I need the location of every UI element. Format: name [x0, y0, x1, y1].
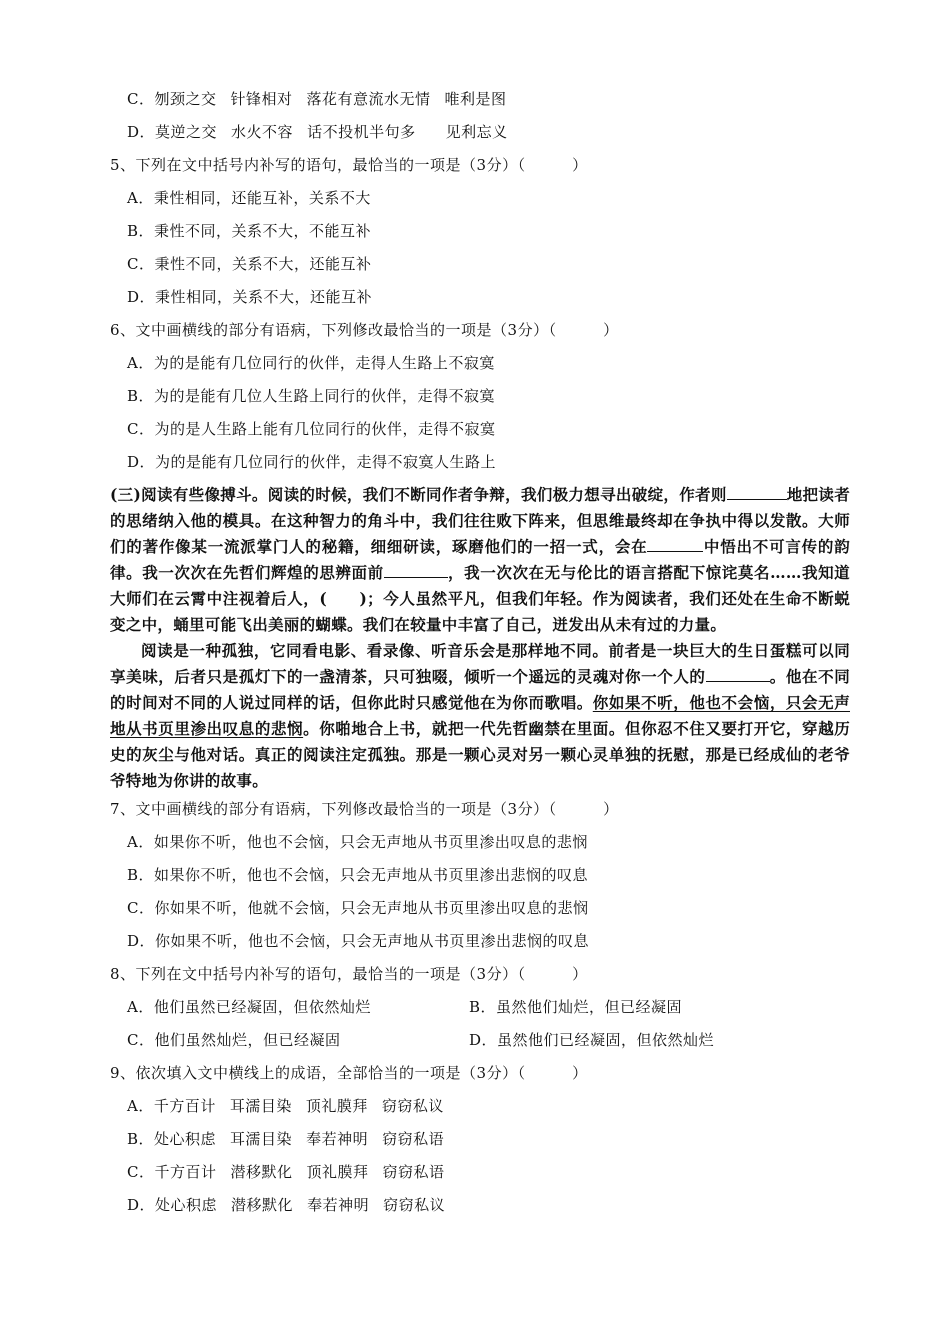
question-6-stem: 6、文中画横线的部分有语病，下列修改最恰当的一项是（3分）（ ）	[110, 321, 619, 339]
option-item: 莫逆之交	[155, 123, 218, 141]
option-item: 话不投机半句多	[307, 123, 416, 141]
question-8-option-d: D．虽然他们已经凝固，但依然灿烂	[469, 1031, 715, 1049]
fill-blank-4	[706, 666, 770, 682]
option-item: 窃窃私语	[382, 1163, 445, 1181]
option-letter: C．	[127, 90, 155, 108]
option-item: 刎颈之交	[154, 90, 217, 108]
fill-blank-2	[647, 536, 703, 552]
question-9-option-b	[127, 1129, 444, 1149]
question-7-option-d: D．你如果不听，他也不会恼，只会无声地从书页里渗出悲悯的叹息	[127, 932, 590, 950]
passage-text: 中悟出不可言传的韵律。我一次次在先哲们辉煌的思辨面前	[110, 537, 851, 582]
option-item: 窃窃私议	[383, 1196, 446, 1214]
underlined-sentence: 你如果不听，他也不会恼，只会无声地从书页里渗出叹息的悲悯	[110, 693, 850, 738]
question-9-option-d	[127, 1195, 445, 1215]
passage-paragraph-1	[110, 482, 850, 638]
option-item: 处心积虑	[155, 1196, 218, 1214]
option-item: 见利忘义	[445, 123, 508, 141]
option-letter: D．	[127, 1196, 156, 1214]
question-9-stem: 9、依次填入文中横线上的成语，全部恰当的一项是（3分）（ ）	[110, 1064, 588, 1082]
question-6-option-b: B．为的是能有几位人生路上同行的伙伴，走得不寂寞	[127, 387, 496, 405]
question-5-stem: 5、下列在文中括号内补写的语句，最恰当的一项是（3分）（ ）	[110, 156, 588, 174]
option-item: 针锋相对	[230, 90, 293, 108]
reading-passage	[110, 482, 850, 794]
option-item: 顶礼膜拜	[306, 1163, 369, 1181]
question-7-option-a: A．如果你不听，他也不会恼，只会无声地从书页里渗出叹息的悲悯	[127, 833, 588, 851]
question-5-option-c: C．秉性不同，关系不大，还能互补	[127, 255, 372, 273]
option-letter: A．	[127, 1097, 154, 1115]
question-7-stem: 7、文中画横线的部分有语病，下列修改最恰当的一项是（3分）（ ）	[110, 800, 619, 818]
option-item: 奉若神明	[306, 1130, 369, 1148]
option-item: 处心积虑	[154, 1130, 217, 1148]
option-item: 耳濡目染	[230, 1130, 293, 1148]
option-item: 千方百计	[154, 1163, 217, 1181]
question-8-option-a: A．他们虽然已经凝固，但依然灿烂	[127, 998, 371, 1016]
option-item: 潜移默化	[230, 1163, 293, 1181]
option-item: 唯利是图	[444, 90, 507, 108]
option-item: 顶礼膜拜	[305, 1097, 368, 1115]
option-item: 千方百计	[153, 1097, 216, 1115]
passage-text: 。你啪地合上书，就把一代先哲幽禁在里面。但你忍不住又要打开它，穿越历史的灰尘与他对话。真正的阅读注定孤独。那是一颗心灵对另一颗心灵单独的抚慰，那是已经成仙的老爷爷特地为你讲的故事。	[110, 719, 850, 790]
passage-text: 。他在不同的时间对不同的人说过同样的话，但你此时只感觉他在为你而歌唱。	[110, 667, 850, 712]
question-6-option-d: D．为的是能有几位同行的伙伴，走得不寂寞人生路上	[127, 453, 497, 471]
option-item: 潜移默化	[231, 1196, 294, 1214]
passage-paragraph-2	[110, 638, 850, 794]
fill-blank-1	[727, 484, 787, 500]
option-item: 水火不容	[231, 123, 294, 141]
option-item: 奉若神明	[307, 1196, 370, 1214]
option-item: 耳濡目染	[229, 1097, 292, 1115]
question-5-option-a: A．秉性相同，还能互补，关系不大	[127, 189, 371, 207]
option-letter: B．	[127, 1130, 155, 1148]
option-letter: D．	[127, 123, 156, 141]
question-8-stem: 8、下列在文中括号内补写的语句，最恰当的一项是（3分）（ ）	[110, 965, 588, 983]
question-9-option-a	[127, 1096, 444, 1116]
option-item: 窃窃私语	[382, 1130, 445, 1148]
option-item: 窃窃私议	[381, 1097, 444, 1115]
option-d-idioms	[127, 122, 508, 142]
question-6-option-a: A．为的是能有几位同行的伙伴，走得人生路上不寂寞	[127, 354, 495, 372]
question-5-option-d: D．秉性相同，关系不大，还能互补	[127, 288, 373, 306]
question-5-option-b: B．秉性不同，关系不大，不能互补	[127, 222, 372, 240]
question-8-option-b: B．虽然他们灿烂，但已经凝固	[469, 998, 683, 1016]
question-8-option-c: C．他们虽然灿烂，但已经凝固	[127, 1031, 341, 1049]
option-c-idioms	[127, 89, 507, 109]
passage-text: 地把读者的思绪纳入他的模具。在这种智力的角斗中，我们往往败下阵来，但思维最终却在争执中得以发散。大师们的著作像某一流派掌门人的秘籍，细细研读，琢磨他们的一招一式，会在	[110, 485, 851, 556]
question-7-option-c: C．你如果不听，他就不会恼，只会无声地从书页里渗出叹息的悲悯	[127, 899, 589, 917]
option-item: 落花有意流水无情	[306, 90, 431, 108]
option-letter: C．	[127, 1163, 155, 1181]
fill-blank-3	[384, 562, 448, 578]
question-6-option-c: C．为的是人生路上能有几位同行的伙伴，走得不寂寞	[127, 420, 496, 438]
passage-text: 阅读是一种孤独，它同看电影、看录像、听音乐会是那样地不同。前者是一块巨大的生日蛋糕可以同享美味，后者只是孤灯下的一盏清茶，只可独啜，倾听一个遥远的灵魂对你一个人的	[110, 641, 850, 686]
passage-text: (三)阅读有些像搏斗。阅读的时候，我们不断同作者争辩，我们极力想寻出破绽，作者则	[110, 485, 727, 504]
question-9-option-c	[127, 1162, 445, 1182]
question-7-option-b: B．如果你不听，他也不会恼，只会无声地从书页里渗出悲悯的叹息	[127, 866, 589, 884]
passage-text: ，我一次次在无与伦比的语言搭配下惊诧莫名……我知道大师们在云霄中注视着后人，( )；今人虽然平凡，但我们年轻。作为阅读者，我们还处在生命不断蜕变之中，蛹里可能飞出美丽的蝴蝶。我们在较量中丰富了自己，迸发出从未有过的力量。	[110, 563, 850, 634]
